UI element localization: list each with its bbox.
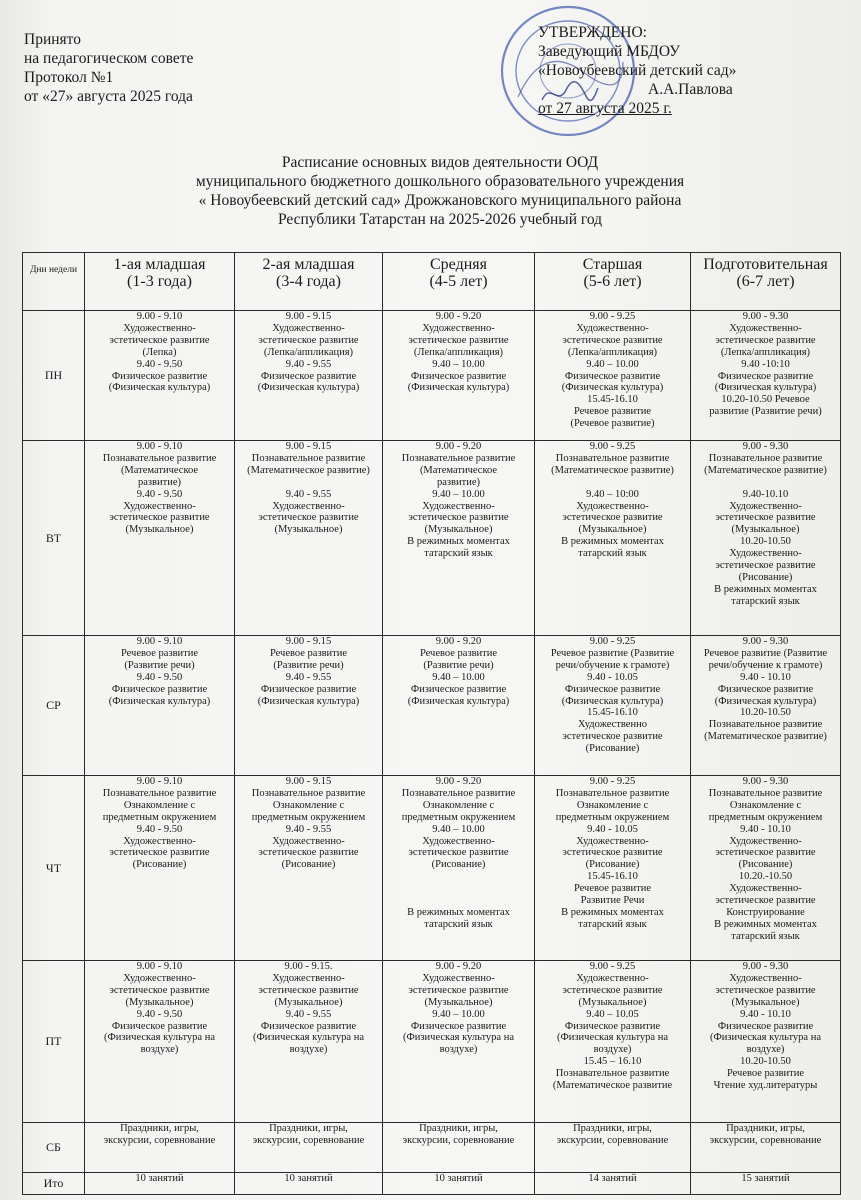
schedule-cell: Праздники, игры, экскурсии, соревнование: [85, 1123, 235, 1173]
title-line: Расписание основных видов деятельности ООД: [281, 154, 599, 171]
title-line: Республики Татарстан на 2025-2026 учебный год: [277, 211, 603, 228]
approved-line: «Новоубеевский детский сад»: [538, 62, 737, 79]
table-row: [23, 441, 841, 636]
schedule-cell: 9.00 - 9.30 Речевое развитие (Развитие речи/обучение к грамоте) 9.40 - 10.10 Физическое развитие (Физическая культура) 10.20-10.50 Познавательное развитие (Математическое развитие): [691, 636, 841, 776]
schedule-cell: 9.00 - 9.20 Художественно- эстетическое развитие (Лепка/аппликация) 9.40 – 10.00 Физическое развитие (Физическая культура): [383, 311, 535, 441]
total-cell: 10 занятий: [235, 1173, 383, 1195]
schedule-cell: 9.00 - 9.10 Познавательное развитие Ознакомление с предметным окружением 9.40 - 9.50 Художественно- эстетическое развитие (Рисование): [85, 776, 235, 961]
schedule-cell: 9.00 - 9.15 Познавательное развитие (Математическое развитие) 9.40 - 9.55 Художественно- эстетическое развитие (Музыкальное): [235, 441, 383, 636]
schedule-cell: 9.00 - 9.25 Речевое развитие (Развитие речи/обучение к грамоте) 9.40 - 10.05 Физическое развитие (Физическая культура) 15.45-16.10 Художественно эстетическое развитие (Рисование): [535, 636, 691, 776]
day-column-header: Дни недели: [23, 253, 85, 311]
group-header: 1-ая младшая (1-3 года): [85, 253, 235, 311]
schedule-cell: 9.00 - 9.10 Художественно- эстетическое развитие (Лепка) 9.40 - 9.50 Физическое развитие (Физическая культура): [85, 311, 235, 441]
approved-line: от 27 августа 2025 г.: [538, 100, 672, 117]
schedule-cell: 9.00 - 9.30 Познавательное развитие (Математическое развитие) 9.40-10.10 Художественно- эстетическое развитие (Музыкальное) 10.20-10.50 Художественно- эстетическое развитие (Рисование) В режимных моментах татарский язык: [691, 441, 841, 636]
schedule-cell: 9.00 - 9.10 Речевое развитие (Развитие речи) 9.40 - 9.50 Физическое развитие (Физическая культура): [85, 636, 235, 776]
schedule-cell: Праздники, игры, экскурсии, соревнование: [383, 1123, 535, 1173]
schedule-cell: 9.00 - 9.25 Художественно- эстетическое развитие (Лепка/аппликация) 9.40 – 10.00 Физическое развитие (Физическая культура) 15.45-16.10 Речевое развитие (Речевое развитие): [535, 311, 691, 441]
schedule-cell: 9.00 - 9.25 Познавательное развитие Ознакомление с предметным окружением 9.40 - 10.05 Художественно- эстетическое развитие (Рисование) 15.45-16.10 Речевое развитие Развитие Речи В режимных моментах татарский язык: [535, 776, 691, 961]
day-cell: ЧТ: [23, 776, 85, 961]
accepted-line: Протокол №1: [24, 69, 114, 86]
table-row: [23, 776, 841, 961]
schedule-cell: 9.00 - 9.20 Художественно- эстетическое развитие (Музыкальное) 9.40 – 10.00 Физическое развитие (Физическая культура на воздухе): [383, 961, 535, 1123]
schedule-cell: 9.00 - 9.20 Познавательное развитие Ознакомление с предметным окружением 9.40 – 10.00 Художественно- эстетическое развитие (Рисование) В режимных моментах татарский язык: [383, 776, 535, 961]
group-header: Подготовительная (6-7 лет): [691, 253, 841, 311]
approved-line: УТВЕРЖДЕНО:: [538, 24, 647, 41]
schedule-cell: 9.00 - 9.10 Познавательное развитие (Математическое развитие) 9.40 - 9.50 Художественно- эстетическое развитие (Музыкальное): [85, 441, 235, 636]
schedule-cell: Праздники, игры, экскурсии, соревнование: [235, 1123, 383, 1173]
schedule-cell: 9.00 - 9.15 Познавательное развитие Ознакомление с предметным окружением 9.40 - 9.55 Художественно- эстетическое развитие (Рисование): [235, 776, 383, 961]
total-cell: 10 занятий: [383, 1173, 535, 1195]
accepted-block: [24, 30, 193, 106]
accepted-line: на педагогическом совете: [24, 50, 194, 67]
schedule-cell: 9.00 - 9.30 Познавательное развитие Ознакомление с предметным окружением 9.40 - 10.10 Художественно- эстетическое развитие (Рисование) 10.20.-10.50 Художественно- эстетическое развитие Конструирование В режимных моментах татарский язык: [691, 776, 841, 961]
group-header: 2-ая младшая (3-4 года): [235, 253, 383, 311]
accepted-line: от «27» августа 2025 года: [24, 88, 193, 105]
schedule-cell: 9.00 - 9.25 Познавательное развитие (Математическое развитие) 9.40 – 10:00 Художественно- эстетическое развитие (Музыкальное) В режимных моментах татарский язык: [535, 441, 691, 636]
approved-line: Заведующий МБДОУ: [538, 43, 681, 60]
schedule-cell: 9.00 - 9.15 Речевое развитие (Развитие речи) 9.40 - 9.55 Физическое развитие (Физическая культура): [235, 636, 383, 776]
total-cell: 10 занятий: [85, 1173, 235, 1195]
day-cell: ПН: [23, 311, 85, 441]
day-cell: Ито: [23, 1173, 85, 1195]
day-cell: СР: [23, 636, 85, 776]
schedule-cell: 9.00 - 9.25 Художественно- эстетическое развитие (Музыкальное) 9.40 – 10.05 Физическое развитие (Физическая культура на воздухе) 15.45 – 16.10 Познавательное развитие (Математическое развитие: [535, 961, 691, 1123]
approved-line: А.А.Павлова: [648, 81, 733, 98]
schedule-cell: 9.00 - 9.20 Познавательное развитие (Математическое развитие) 9.40 – 10.00 Художественно- эстетическое развитие (Музыкальное) В режимных моментах татарский язык: [383, 441, 535, 636]
totals-row: [23, 1173, 841, 1195]
document-title: [140, 153, 740, 229]
schedule-cell: Праздники, игры, экскурсии, соревнование: [535, 1123, 691, 1173]
title-line: муниципального бюджетного дошкольного образовательного учреждения: [195, 173, 685, 190]
schedule-cell: 9.00 - 9.10 Художественно- эстетическое развитие (Музыкальное) 9.40 - 9.50 Физическое развитие (Физическая культура на воздухе): [85, 961, 235, 1123]
schedule-cell: Праздники, игры, экскурсии, соревнование: [691, 1123, 841, 1173]
table-row: [23, 636, 841, 776]
title-line: « Новоубеевский детский сад» Дрожжановского муниципального района: [198, 192, 682, 209]
group-header: Старшая (5-6 лет): [535, 253, 691, 311]
total-cell: 14 занятий: [535, 1173, 691, 1195]
schedule-cell: 9.00 - 9.15. Художественно- эстетическое развитие (Музыкальное) 9.40 - 9.55 Физическое развитие (Физическая культура на воздухе): [235, 961, 383, 1123]
accepted-line: Принято: [24, 31, 81, 48]
group-header: Средняя (4-5 лет): [383, 253, 535, 311]
table-row: [23, 961, 841, 1123]
schedule-cell: 9.00 - 9.30 Художественно- эстетическое развитие (Лепка/аппликация) 9.40 -10:10 Физическое развитие (Физическая культура) 10.20-10.50 Речевое развитие (Развитие речи): [691, 311, 841, 441]
total-cell: 15 занятий: [691, 1173, 841, 1195]
schedule-cell: 9.00 - 9.15 Художественно- эстетическое развитие (Лепка/аппликация) 9.40 - 9.55 Физическое развитие (Физическая культура): [235, 311, 383, 441]
day-cell: СБ: [23, 1123, 85, 1173]
schedule-cell: 9.00 - 9.30 Художественно- эстетическое развитие (Музыкальное) 9.40 - 10.10 Физическое развитие (Физическая культура на воздухе) 10.20-10.50 Речевое развитие Чтение худ.литературы: [691, 961, 841, 1123]
approved-block: [538, 23, 736, 118]
schedule-cell: 9.00 - 9.20 Речевое развитие (Развитие речи) 9.40 – 10.00 Физическое развитие (Физическая культура): [383, 636, 535, 776]
schedule-table: [22, 252, 841, 1195]
table-row: [23, 1123, 841, 1173]
day-cell: ПТ: [23, 961, 85, 1123]
table-header-row: [23, 253, 841, 311]
day-cell: ВТ: [23, 441, 85, 636]
table-row: [23, 311, 841, 441]
